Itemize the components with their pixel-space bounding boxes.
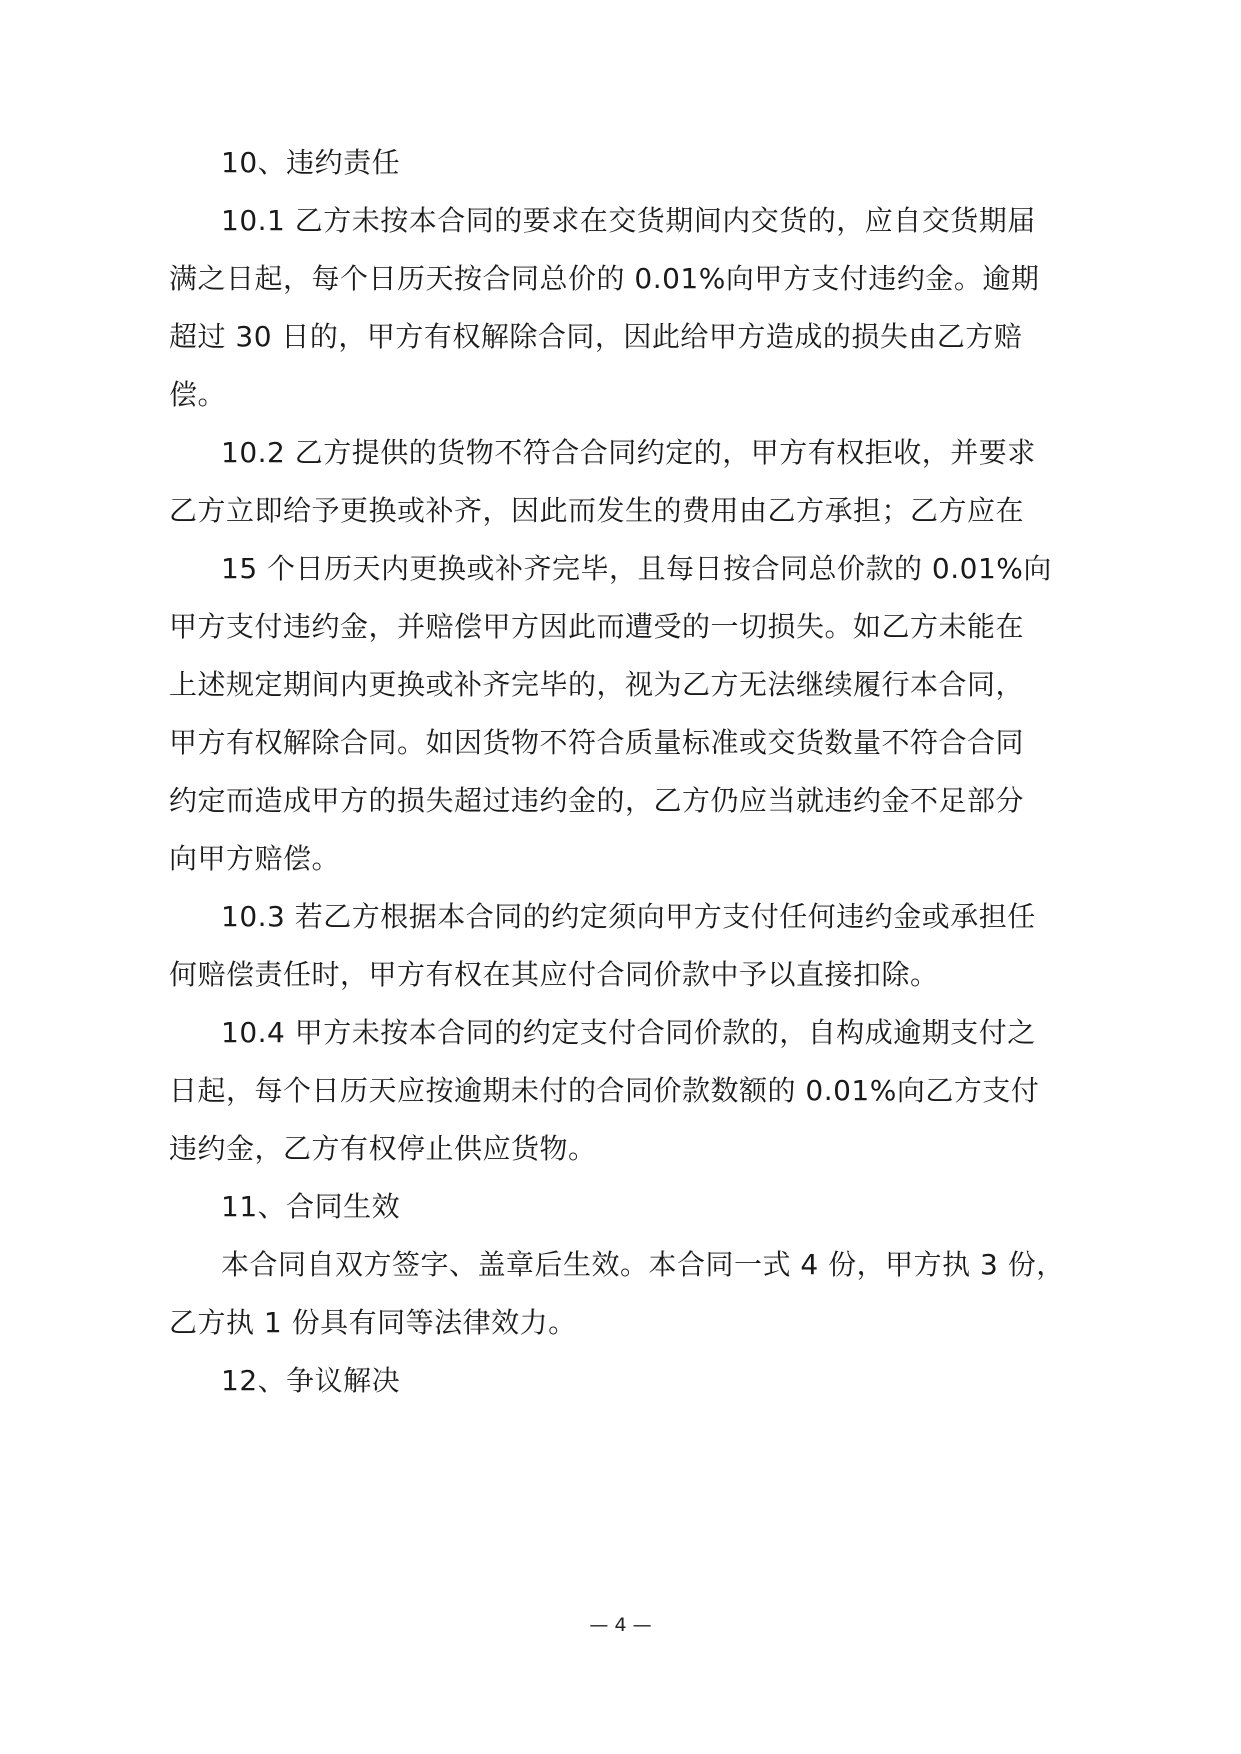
clause-10-1-line-2: 满之日起，每个日历天按合同总价的 0.01%向甲方支付违约金。逾期 (169, 262, 1040, 295)
heading-11-contract-effective: 11、合同生效 (221, 1190, 401, 1223)
clause-10-3-line-1: 10.3 若乙方根据本合同的约定须向甲方支付任何违约金或承担任 (221, 900, 1036, 933)
clause-10-1-line-1: 10.1 乙方未按本合同的要求在交货期间内交货的，应自交货期届 (221, 204, 1036, 237)
clause-10-4-line-3: 违约金，乙方有权停止供应货物。 (169, 1132, 597, 1165)
clause-10-2-line-3: 15 个日历天内更换或补齐完毕，且每日按合同总价款的 0.01%向 (221, 552, 1052, 585)
clause-10-4-line-2: 日起，每个日历天应按逾期未付的合同价款数额的 0.01%向乙方支付 (169, 1074, 1040, 1107)
clause-11-line-1: 本合同自双方签字、盖章后生效。本合同一式 4 份，甲方执 3 份， (221, 1248, 1065, 1281)
clause-10-2-line-6: 甲方有权解除合同。如因货物不符合质量标准或交货数量不符合合同 (169, 726, 1025, 759)
clause-10-1-line-3: 超过 30 日的，甲方有权解除合同，因此给甲方造成的损失由乙方赔 (169, 320, 1023, 353)
clause-10-2-line-4: 甲方支付违约金，并赔偿甲方因此而遭受的一切损失。如乙方未能在 (169, 610, 1025, 643)
clause-10-1-line-4: 偿。 (169, 378, 227, 411)
clause-10-4-line-1: 10.4 甲方未按本合同的约定支付合同价款的，自构成逾期支付之 (221, 1016, 1036, 1049)
heading-12-dispute-resolution: 12、争议解决 (221, 1364, 401, 1397)
clause-10-2-line-5: 上述规定期间内更换或补齐完毕的，视为乙方无法继续履行本合同， (169, 668, 1025, 701)
clause-10-2-line-2: 乙方立即给予更换或补齐，因此而发生的费用由乙方承担；乙方应在 (169, 494, 1025, 527)
clause-10-2-line-7: 约定而造成甲方的损失超过违约金的，乙方仍应当就违约金不足部分 (169, 784, 1025, 817)
heading-10-breach-liability: 10、违约责任 (221, 146, 401, 179)
clause-10-3-line-2: 何赔偿责任时，甲方有权在其应付合同价款中予以直接扣除。 (169, 958, 939, 991)
page-number: — 4 — (589, 1614, 652, 1636)
clause-11-line-2: 乙方执 1 份具有同等法律效力。 (169, 1306, 577, 1339)
clause-10-2-line-1: 10.2 乙方提供的货物不符合合同约定的，甲方有权拒收，并要求 (221, 436, 1036, 469)
clause-10-2-line-8: 向甲方赔偿。 (169, 842, 341, 875)
